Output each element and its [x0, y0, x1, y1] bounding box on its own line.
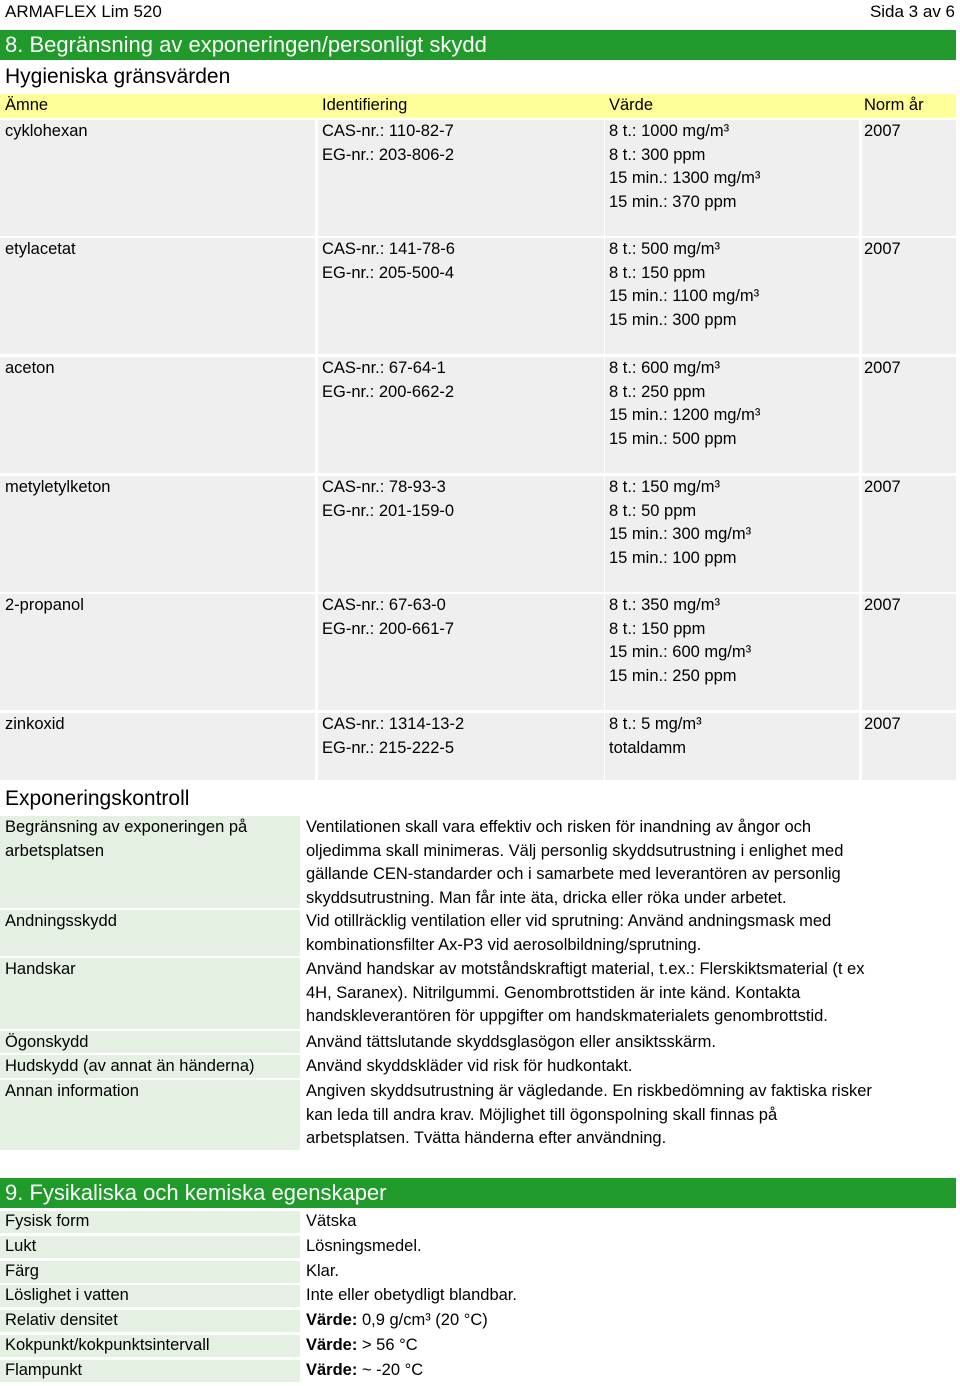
property-value-text: Lösningsmedel.: [306, 1237, 422, 1255]
value-line: 8 t.: 250 ppm: [609, 382, 706, 401]
property-value: [306, 1359, 423, 1383]
limits-subheading: Hygieniska gränsvärden: [5, 65, 231, 88]
value-line: 8 t.: 150 ppm: [609, 619, 706, 638]
exposure-text-line: kan leda till andra krav. Möjlighet till ögonspolning skall finnas på: [306, 1105, 778, 1124]
property-value: [306, 1284, 517, 1308]
norm-year-text: 2007: [864, 122, 901, 140]
norm-year-text: 2007: [864, 478, 901, 496]
value-line: 8 t.: 150 mg/m³: [609, 478, 720, 496]
exposure-label-line: Begränsning av exponeringen på: [5, 818, 248, 836]
identification-cell: [322, 238, 455, 285]
value-line: 15 min.: 1100 mg/m³: [609, 287, 760, 305]
property-value-text: Vätska: [306, 1212, 357, 1230]
exposure-label: [5, 816, 295, 863]
property-value: [306, 1260, 339, 1284]
property-value-text: > 56 °C: [357, 1336, 418, 1354]
norm-year-cell: [864, 713, 901, 737]
value-line: 15 min.: 600 mg/m³: [609, 643, 752, 661]
exposure-text-line: Använd handskar av motståndskraftigt material, t.ex.: Flerskiktsmaterial (t ex: [306, 960, 865, 978]
substance-name: [5, 357, 55, 381]
exposure-text: [306, 816, 906, 910]
identification-line: EG-nr.: 215-222-5: [322, 738, 455, 757]
exposure-text-line: gällande CEN-standarder och i samarbete med leverantören av personlig: [306, 865, 841, 883]
property-value-text: 0,9 g/cm³ (20 °C): [357, 1311, 488, 1329]
property-label: Kokpunkt/kokpunktsintervall: [5, 1336, 210, 1354]
value-line: 15 min.: 250 ppm: [609, 666, 737, 685]
property-value: [306, 1235, 422, 1259]
col-substance: Ämne: [5, 96, 49, 114]
identification-line: EG-nr.: 201-159-0: [322, 501, 455, 520]
value-cell: [609, 713, 702, 760]
norm-year-cell: [864, 238, 901, 262]
norm-year-text: 2007: [864, 715, 901, 733]
exposure-text: [306, 1055, 906, 1079]
property-label: Färg: [5, 1262, 39, 1280]
value-line: 15 min.: 1200 mg/m³: [609, 406, 761, 424]
property-label: Relativ densitet: [5, 1311, 118, 1329]
value-line: 8 t.: 5 mg/m³: [609, 715, 702, 733]
exposure-text: [306, 1080, 906, 1151]
identification-line: EG-nr.: 200-661-7: [322, 619, 455, 638]
exposure-label-line: Ögonskydd: [5, 1033, 89, 1051]
substance-text: 2-propanol: [5, 596, 84, 614]
exposure-text-line: 4H, Saranex). Nitrilgummi. Genombrottstiden är inte känd. Kontakta: [306, 983, 801, 1002]
value-line: 8 t.: 50 ppm: [609, 501, 697, 520]
col-value: Värde: [609, 96, 654, 114]
exposure-label-line: Andningsskydd: [5, 912, 117, 930]
value-cell: [609, 594, 751, 688]
value-line: 15 min.: 300 ppm: [609, 310, 737, 329]
value-line: 8 t.: 300 ppm: [609, 145, 706, 164]
substance-text: zinkoxid: [5, 715, 65, 733]
property-value-prefix: Värde:: [306, 1361, 358, 1379]
identification-line: CAS-nr.: 110-82-7: [322, 122, 454, 140]
property-value-text: Inte eller obetydligt blandbar.: [306, 1286, 517, 1304]
exposure-text-line: Använd tättslutande skyddsglasögon eller ansiktsskärm.: [306, 1033, 716, 1051]
identification-cell: [322, 476, 454, 523]
identification-line: CAS-nr.: 67-64-1: [322, 359, 446, 377]
col-identification: Identifiering: [322, 96, 408, 114]
page-number: Sida 3 av 6: [869, 2, 955, 21]
norm-year-text: 2007: [864, 359, 901, 377]
exposure-label: [5, 1055, 295, 1079]
substance-name: [5, 476, 110, 500]
norm-year-cell: [864, 594, 901, 618]
exposure-text-line: Använd skyddskläder vid risk för hudkontakt.: [306, 1057, 633, 1075]
value-line: 15 min.: 100 ppm: [609, 548, 737, 567]
exposure-label: [5, 1080, 295, 1104]
identification-line: EG-nr.: 200-662-2: [322, 382, 455, 401]
value-cell: [609, 357, 760, 451]
exposure-text-line: kombinationsfilter Ax-P3 vid aerosolbildning/sprutning.: [306, 935, 702, 954]
norm-year-text: 2007: [864, 596, 901, 614]
product-name: ARMAFLEX Lim 520: [5, 2, 162, 21]
value-cell: [609, 120, 760, 214]
identification-line: CAS-nr.: 67-63-0: [322, 596, 446, 614]
exposure-text-line: skyddsutrustning. Man får inte äta, dricka eller röka under arbetet.: [306, 888, 787, 907]
norm-year-cell: [864, 476, 901, 500]
exposure-label: [5, 910, 295, 934]
substance-name: [5, 238, 76, 262]
property-value: [306, 1210, 356, 1234]
value-line: 15 min.: 500 ppm: [609, 429, 737, 448]
exposure-text: [306, 958, 906, 1029]
value-line: 8 t.: 600 mg/m³: [609, 359, 720, 377]
exposure-label-line: arbetsplatsen: [5, 841, 105, 860]
property-label-bg: [0, 1261, 300, 1283]
exposure-text-line: Angiven skyddsutrustning är vägledande. En riskbedömning av faktiska risker: [306, 1082, 872, 1100]
identification-line: CAS-nr.: 141-78-6: [322, 240, 455, 258]
value-cell: [609, 238, 759, 332]
property-label: Flampunkt: [5, 1361, 83, 1379]
exposure-text-line: handskleverantören för uppgifter om handskmaterialets genombrottstid.: [306, 1007, 828, 1025]
exposure-text: [306, 1031, 906, 1055]
identification-line: CAS-nr.: 78-93-3: [322, 478, 446, 496]
exposure-label-line: Handskar: [5, 960, 76, 978]
norm-year-cell: [864, 120, 901, 144]
value-line: 8 t.: 500 mg/m³: [609, 240, 720, 258]
value-line: totaldamm: [609, 738, 687, 757]
property-label: Fysisk form: [5, 1212, 90, 1230]
exposure-text-line: Ventilationen skall vara effektiv och risken för inandning av ångor och: [306, 818, 812, 836]
substance-text: aceton: [5, 359, 55, 377]
limits-table-header: [0, 94, 956, 117]
exposure-heading: Exponeringskontroll: [5, 787, 190, 810]
property-label: Löslighet i vatten: [5, 1286, 129, 1304]
exposure-text-line: Vid otillräcklig ventilation eller vid sprutning: Använd andningsmask med: [306, 912, 832, 930]
substance-name: [5, 713, 65, 737]
property-label: Lukt: [5, 1237, 37, 1255]
value-line: 8 t.: 350 mg/m³: [609, 596, 720, 614]
value-line: 15 min.: 300 mg/m³: [609, 525, 752, 543]
norm-year-text: 2007: [864, 240, 901, 258]
exposure-text-line: oljedimma skall minimeras. Välj personlig skyddsutrustning i enlighet med: [306, 841, 844, 860]
identification-line: EG-nr.: 203-806-2: [322, 145, 455, 164]
value-line: 15 min.: 370 ppm: [609, 192, 737, 211]
value-line: 8 t.: 1000 mg/m³: [609, 122, 730, 140]
exposure-text: [306, 910, 906, 957]
substance-name: [5, 120, 88, 144]
identification-cell: [322, 120, 454, 167]
exposure-label: [5, 1031, 295, 1055]
col-norm-year: Norm år: [864, 96, 924, 114]
value-line: 15 min.: 1300 mg/m³: [609, 169, 761, 187]
identification-cell: [322, 594, 454, 641]
exposure-label-line: Annan information: [5, 1082, 139, 1100]
substance-text: cyklohexan: [5, 122, 88, 140]
property-label-bg: [0, 1236, 300, 1258]
value-cell: [609, 476, 751, 570]
exposure-label: [5, 958, 295, 982]
identification-line: CAS-nr.: 1314-13-2: [322, 715, 465, 733]
section-8-heading: 8. Begränsning av exponeringen/personligt skydd: [0, 30, 956, 60]
property-value-prefix: Värde:: [306, 1311, 358, 1329]
substance-text: etylacetat: [5, 240, 76, 258]
norm-year-cell: [864, 357, 901, 381]
exposure-label-line: Hudskydd (av annat än händerna): [5, 1057, 255, 1075]
property-value: [306, 1334, 418, 1358]
property-value-prefix: Värde:: [306, 1336, 358, 1354]
identification-line: EG-nr.: 205-500-4: [322, 263, 455, 282]
value-line: 8 t.: 150 ppm: [609, 263, 706, 282]
property-value-text: Klar.: [306, 1262, 340, 1280]
identification-cell: [322, 357, 454, 404]
exposure-text-line: arbetsplatsen. Tvätta händerna efter användning.: [306, 1129, 667, 1147]
substance-name: [5, 594, 84, 618]
substance-text: metyletylketon: [5, 478, 111, 496]
property-value-text: ~ -20 °C: [357, 1361, 424, 1379]
section-9-heading: 9. Fysikaliska och kemiska egenskaper: [0, 1178, 956, 1208]
identification-cell: [322, 713, 464, 760]
property-value: [306, 1309, 488, 1333]
